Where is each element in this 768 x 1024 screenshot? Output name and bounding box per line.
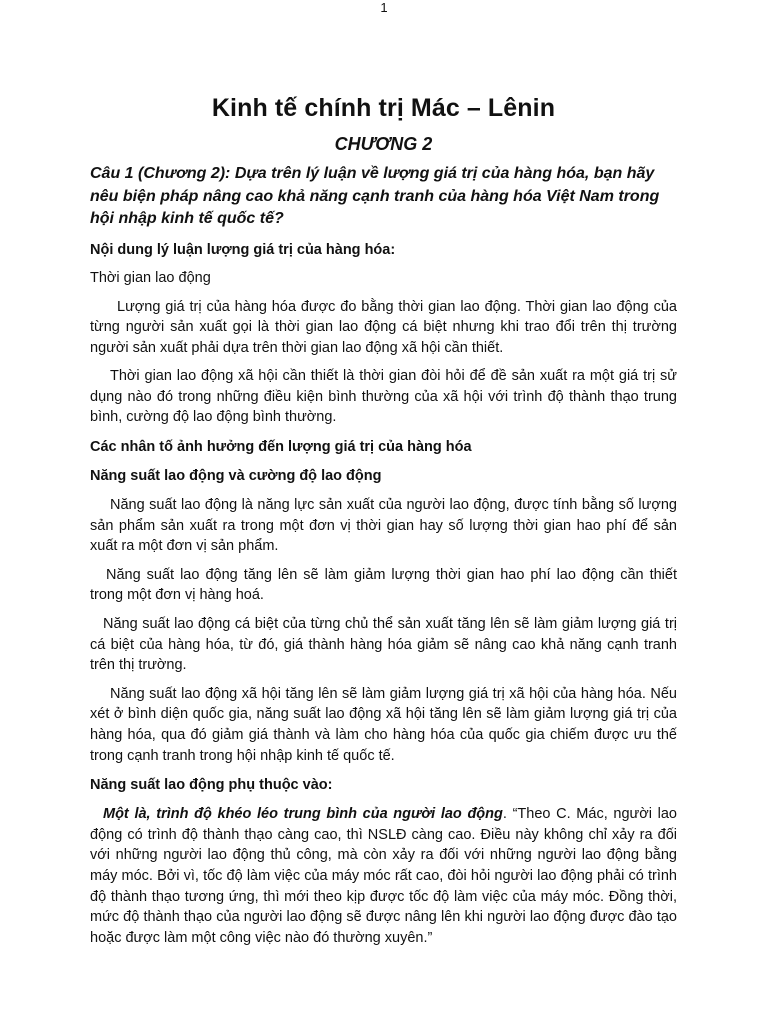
section-heading-factors: Các nhân tố ảnh hưởng đến lượng giá trị của hàng hóa	[90, 439, 472, 456]
subheading-productivity: Năng suất lao động và cường độ lao động	[90, 468, 382, 485]
emphasis-text: Một là, trình độ khéo léo trung bình của người lao động	[103, 806, 503, 823]
paragraph: Năng suất lao động xã hội tăng lên sẽ làm giảm lượng giá trị xã hội của hàng hóa. Nếu xét ở bình diện quốc gia, năng suất lao động xã hội tăng lên sẽ làm giảm lượng giá trị của hàng hóa, qua đó giảm giá thành và làm cho hàng hóa của quốc gia chiếm được ưu thế trong cạnh tranh trong hội nhập kinh tế quốc tế.	[90, 685, 677, 764]
paragraph: Năng suất lao động tăng lên sẽ làm giảm lượng thời gian hao phí lao động cần thiết trong một đơn vị hàng hoá.	[90, 566, 677, 604]
paragraph: Năng suất lao động là năng lực sản xuất của người lao động, được tính bằng số lượng sản phẩm sản xuất ra trong một đơn vị thời gian hay số lượng thời gian hao phí để sản xuất ra một đơn vị sản phẩm.	[90, 497, 677, 555]
section-heading-dependence: Năng suất lao động phụ thuộc vào:	[90, 777, 333, 794]
subheading-labor-time: Thời gian lao động	[90, 269, 211, 286]
paragraph: Thời gian lao động xã hội cần thiết là thời gian đòi hỏi để đề sản xuất ra một giá trị sử dụng nào đó trong những điều kiện bình thường của xã hội với trình độ thành thạo trung bình, cường độ lao động bình thường.	[90, 368, 677, 426]
page-number: 1	[380, 0, 388, 15]
chapter-title: CHƯƠNG 2	[334, 134, 433, 154]
paragraph-text: . “Theo C. Mác, người lao động có trình độ thành thạo càng cao, thì NSLĐ càng cao. Điều này không chỉ xảy ra đối với những người lao động thủ công, mà còn xảy ra đối với những người lao động bằng máy móc. Bởi vì, tốc độ làm việc của máy móc rất cao, đòi hỏi người lao động phải có trình độ thành thạo tương ứng, thì mới theo kịp được tốc độ làm việc của máy móc. Đồng thời, mức độ thành thạo của người lao động sẽ được nâng lên khi người lao động được đào tạo hoặc được làm một công việc nào đó thường xuyên.”	[90, 806, 677, 946]
paragraph: Lượng giá trị của hàng hóa được đo bằng thời gian lao động. Thời gian lao động của từng người sản xuất gọi là thời gian lao động cá biệt nhưng khi trao đổi trên thị trường người sản xuất phải dựa trên thời gian lao động xã hội cần thiết.	[90, 298, 677, 356]
question-text: Câu 1 (Chương 2): Dựa trên lý luận về lượng giá trị của hàng hóa, bạn hãy nêu biện pháp nâng cao khả năng cạnh tranh của hàng hóa Việt Nam trong hội nhập kinh tế quốc tế?	[90, 165, 660, 227]
paragraph	[90, 804, 677, 948]
section-heading-theory: Nội dung lý luận lượng giá trị của hàng hóa:	[90, 241, 396, 258]
paragraph: Năng suất lao động cá biệt của từng chủ thể sản xuất tăng lên sẽ làm giảm lượng giá trị cá biệt của hàng hóa, từ đó, giá thành hàng hóa giảm sẽ nâng cao khả năng cạnh tranh trên thị trường.	[90, 616, 677, 674]
document-title: Kinh tế chính trị Mác – Lênin	[211, 94, 556, 122]
document-body	[90, 90, 677, 948]
